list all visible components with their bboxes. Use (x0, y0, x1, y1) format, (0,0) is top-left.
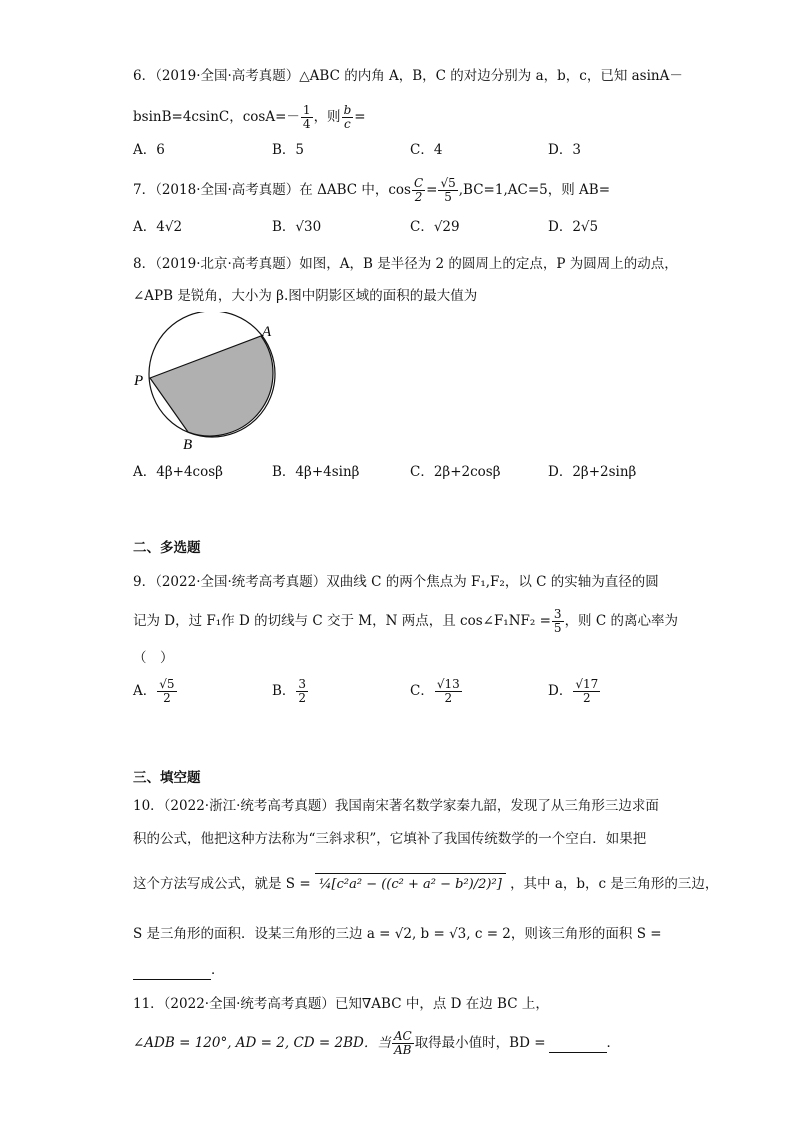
q11-line1: 11．（2022·全国·统考高考真题）已知∇ABC 中，点 D 在边 BC 上， (133, 996, 549, 1012)
q7-line (133, 177, 610, 204)
q10-answer-blank[interactable] (133, 961, 211, 980)
q9-option-d-label: D． (548, 683, 573, 699)
q6-frac2-den: c (344, 117, 351, 131)
q7-eq: = (426, 182, 438, 198)
q9-option-b[interactable] (272, 678, 309, 705)
q8-label-a: A (262, 324, 272, 340)
q9-option-a-num: √5 (159, 677, 175, 691)
q7-option-c[interactable]: C．√29 (410, 219, 460, 235)
q10-line2: 积的公式，他把这种方法称为“三斜求积”，它填补了我国传统数学的一个空白．如果把 (133, 831, 647, 847)
q9-line2 (133, 608, 678, 635)
q6-frac-num: 1 (302, 103, 311, 117)
q9-option-a[interactable] (133, 678, 178, 705)
q7-option-b[interactable]: B．√30 (272, 219, 322, 235)
q11-frac (392, 1030, 414, 1057)
q6-frac-den: 4 (302, 117, 311, 131)
q9-option-b-den: 2 (298, 691, 307, 705)
q6-frac2-num: b (343, 103, 352, 117)
q7-frac2-num: √5 (440, 176, 456, 190)
q7-frac2-den: 5 (444, 190, 452, 204)
q9-line3: （ ） (133, 650, 174, 666)
section-multi-choice: 二、多选题 (133, 540, 201, 556)
q7-post: ,BC=1,AC=5，则 AB= (458, 182, 611, 198)
q6-option-d[interactable]: D．3 (548, 142, 581, 158)
q8-option-a[interactable]: A．4β+4cosβ (133, 464, 223, 480)
q11-line2-pre: ∠ADB = 120°, AD = 2, CD = 2BD．当 (133, 1035, 391, 1051)
q7-option-d[interactable]: D．2√5 (548, 219, 599, 235)
q8-line2: ∠APB 是锐角，大小为 β.图中阴影区域的面积的最大值为 (133, 288, 478, 304)
q9-option-b-frac (296, 678, 308, 705)
q11-answer-blank[interactable] (549, 1034, 607, 1053)
q9-option-c-num: √13 (436, 677, 460, 691)
q7-pre: 7．（2018·全国·高考真题）在 ΔABC 中，cos (133, 182, 411, 198)
q6-line2-pre: bsinB=4csinC，cosA=－ (133, 109, 300, 125)
q9-option-c-den: 2 (444, 691, 453, 705)
section-fill-blank: 三、填空题 (133, 770, 201, 786)
q7-frac-num: C (413, 176, 424, 190)
q9-option-d-frac (573, 678, 600, 705)
q7-option-a[interactable]: A．4√2 (133, 219, 183, 235)
q8-option-c[interactable]: C．2β+2cosβ (410, 464, 501, 480)
q9-option-c-frac (435, 678, 462, 705)
q11-frac-num: AC (393, 1029, 412, 1043)
q9-option-d-den: 2 (582, 691, 591, 705)
q9-option-c[interactable] (410, 678, 463, 705)
q7-frac (412, 177, 425, 204)
q11-line2-post: 取得最小值时，BD = (414, 1035, 546, 1051)
q6-line2 (133, 104, 366, 131)
q9-frac-den: 5 (553, 621, 562, 635)
q10-line4: S 是三角形的面积．设某三角形的三边 a = √2, b = √3, c = 2，则该三角形的面积 S = (133, 926, 662, 942)
q6-line1: 6．（2019·全国·高考真题）△ABC 的内角 A，B，C 的对边分别为 a，b，c，已知 asinA－ (133, 68, 683, 84)
q10-line3 (133, 873, 718, 896)
q8-line1: 8．（2019·北京·高考真题）如图，A，B 是半径为 2 的圆周上的定点，P 为圆周上的动点， (133, 256, 678, 272)
q6-option-c[interactable]: C．4 (410, 142, 443, 158)
q9-option-c-label: C． (410, 683, 434, 699)
q9-option-d-num: √17 (575, 677, 599, 691)
q9-frac (552, 608, 564, 635)
q8-option-d[interactable]: D．2β+2sinβ (548, 464, 637, 480)
q9-line2-pre: 记为 D，过 F₁作 D 的切线与 C 交于 M，N 两点，且 cos∠F₁NF₂ = (133, 613, 551, 629)
q10-line1: 10．（2022·浙江·统考高考真题）我国南宋著名数学家秦九韶，发现了从三角形三边求面 (133, 798, 659, 814)
q9-line1: 9．（2022·全国·统考高考真题）双曲线 C 的两个焦点为 F₁,F₂，以 C 的实轴为直径的圆 (133, 574, 659, 590)
q11-line2 (133, 1030, 620, 1057)
q8-figure (130, 312, 280, 452)
q9-line2-post: ，则 C 的离心率为 (564, 613, 678, 629)
q9-option-a-frac (157, 678, 176, 705)
q9-option-b-label: B． (272, 683, 296, 699)
q8-label-b: B (183, 437, 193, 452)
q6-option-a[interactable]: A．6 (133, 142, 165, 158)
q7-frac-den: 2 (414, 190, 423, 204)
q6-frac2 (342, 104, 354, 131)
q9-option-a-den: 2 (163, 691, 171, 705)
q10-line3-pre: 这个方法写成公式，就是 S = (133, 876, 311, 892)
q9-option-d[interactable] (548, 678, 601, 705)
q8-option-b[interactable]: B．4β+4sinβ (272, 464, 360, 480)
q10-line3-post: ，其中 a，b，c 是三角形的三边， (510, 876, 719, 892)
q10-formula: ¼[c²a² − ((c² + a² − b²)/2)²] (315, 873, 506, 896)
q9-frac-num: 3 (553, 607, 562, 621)
q6-frac (301, 104, 313, 131)
q7-frac2 (438, 177, 457, 204)
q6-option-b[interactable]: B．5 (272, 142, 305, 158)
q10-line5-end: ． (211, 962, 225, 978)
q6-line2-mid: ，则 (313, 109, 341, 125)
q11-frac-den: AB (394, 1043, 412, 1057)
q10-line5 (133, 961, 225, 980)
q8-label-p: P (134, 373, 144, 389)
q6-line2-post: = (354, 109, 366, 125)
q9-option-a-label: A． (133, 683, 157, 699)
q11-line2-end: ． (606, 1035, 621, 1051)
q9-option-b-num: 3 (298, 677, 307, 691)
